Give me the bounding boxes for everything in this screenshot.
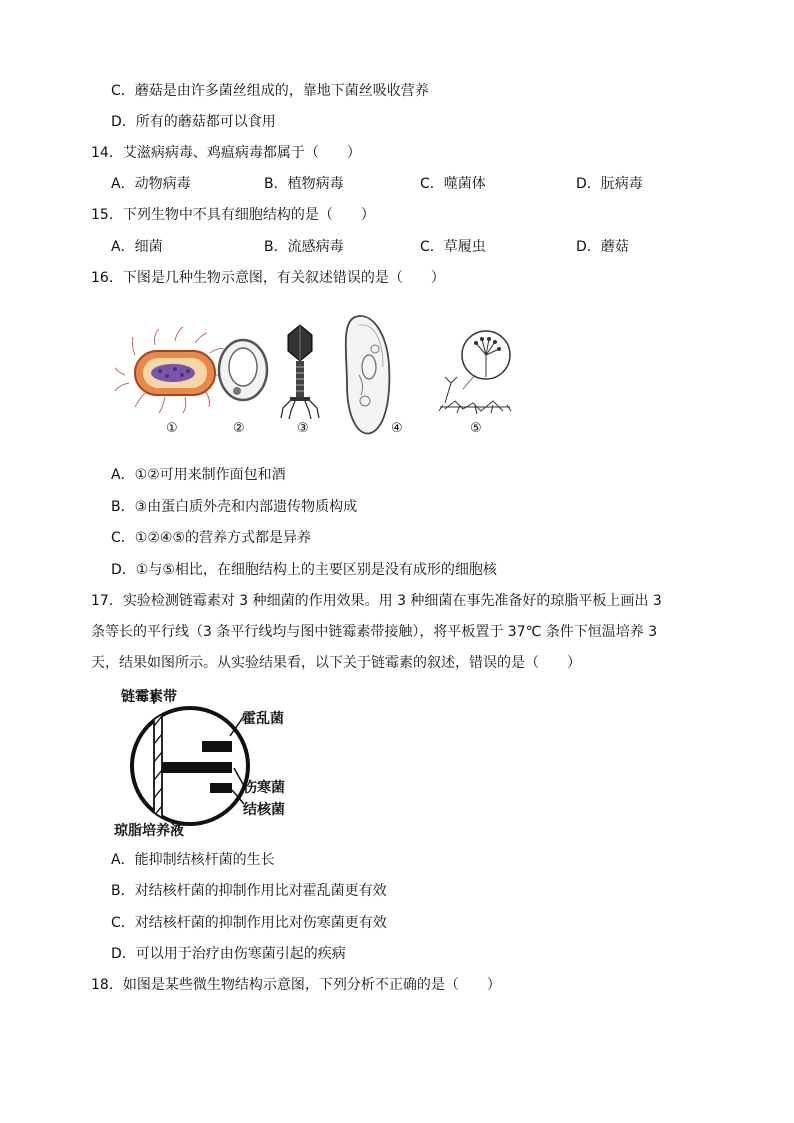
q17-label-cholera: 霍乱菌 [242,711,284,727]
q15-option-a: A．细菌 [111,239,163,255]
q17-label-agar: 琼脂培养液 [114,823,184,839]
q13-option-d: D．所有的蘑菇都可以食用 [111,114,276,130]
q17-stem-line-1: 17．实验检测链霉素对 3 种细菌的作用效果。用 3 种细菌在事先准备好的琼脂平板上画出 3 [91,593,662,609]
cholera-streak [202,741,232,752]
q15-option-b: B．流感病毒 [264,239,344,255]
q16-option-d: D．①与⑤相比，在细胞结构上的主要区别是没有成形的细胞核 [111,562,497,578]
q16-figure-label-4: ④ [391,421,403,436]
bacteriophage-illustration [281,325,319,419]
typhoid-streak [162,762,232,773]
q16-figure-label-5: ⑤ [470,421,482,436]
q16-option-c: C．①②④⑤的营养方式都是异养 [111,530,311,546]
q17-stem-line-2: 条等长的平行线（3 条平行线均与图中链霉素带接触），将平板置于 37℃ 条件下恒温培养 3 [91,624,658,640]
q18-stem: 18．如图是某些微生物结构示意图，下列分析不正确的是（ ） [91,977,501,993]
q14-option-b: B．植物病毒 [264,176,344,192]
tb-streak [210,783,232,793]
q16-figure-label-3: ③ [297,421,309,436]
q17-option-a: A．能抑制结核杆菌的生长 [111,852,275,868]
q14-stem: 14．艾滋病病毒、鸡瘟病毒都属于（ ） [91,145,361,161]
q16-figure-label-2: ② [233,421,245,436]
bacterium-illustration [115,327,229,413]
q14-option-a: A．动物病毒 [111,176,191,192]
q17-label-typhoid: 伤寒菌 [243,780,285,796]
q15-option-c: C．草履虫 [420,239,486,255]
mold-illustration [439,331,511,414]
q16-option-a: A．①②可用来制作面包和酒 [111,467,286,483]
q14-option-c: C．噬菌体 [420,176,486,192]
q17-option-b: B．对结核杆菌的抑制作用比对霍乱菌更有效 [111,883,387,899]
q17-label-streptomycin-strip: 链霉素带 [121,689,177,705]
q16-option-b: B．③由蛋白质外壳和内部遗传物质构成 [111,499,358,515]
q17-stem-line-3: 天，结果如图所示。从实验结果看，以下关于链霉素的叙述，错误的是（ ） [91,655,581,671]
yeast-cell-illustration [219,340,267,400]
q15-stem: 15．下列生物中不具有细胞结构的是（ ） [91,207,375,223]
q15-option-d: D．蘑菇 [576,239,629,255]
q14-option-d: D．朊病毒 [576,176,643,192]
q17-label-tb: 结核菌 [243,802,285,818]
q16-stem: 16．下图是几种生物示意图，有关叙述错误的是（ ） [91,270,445,286]
q13-option-c: C．蘑菇是由许多菌丝组成的，靠地下菌丝吸收营养 [111,83,429,99]
paramecium-illustration [346,316,390,433]
q17-option-d: D．可以用于治疗由伤寒菌引起的疾病 [111,946,346,962]
q16-figure-label-1: ① [166,421,178,436]
q17-option-c: C．对结核杆菌的抑制作用比对伤寒菌更有效 [111,915,387,931]
